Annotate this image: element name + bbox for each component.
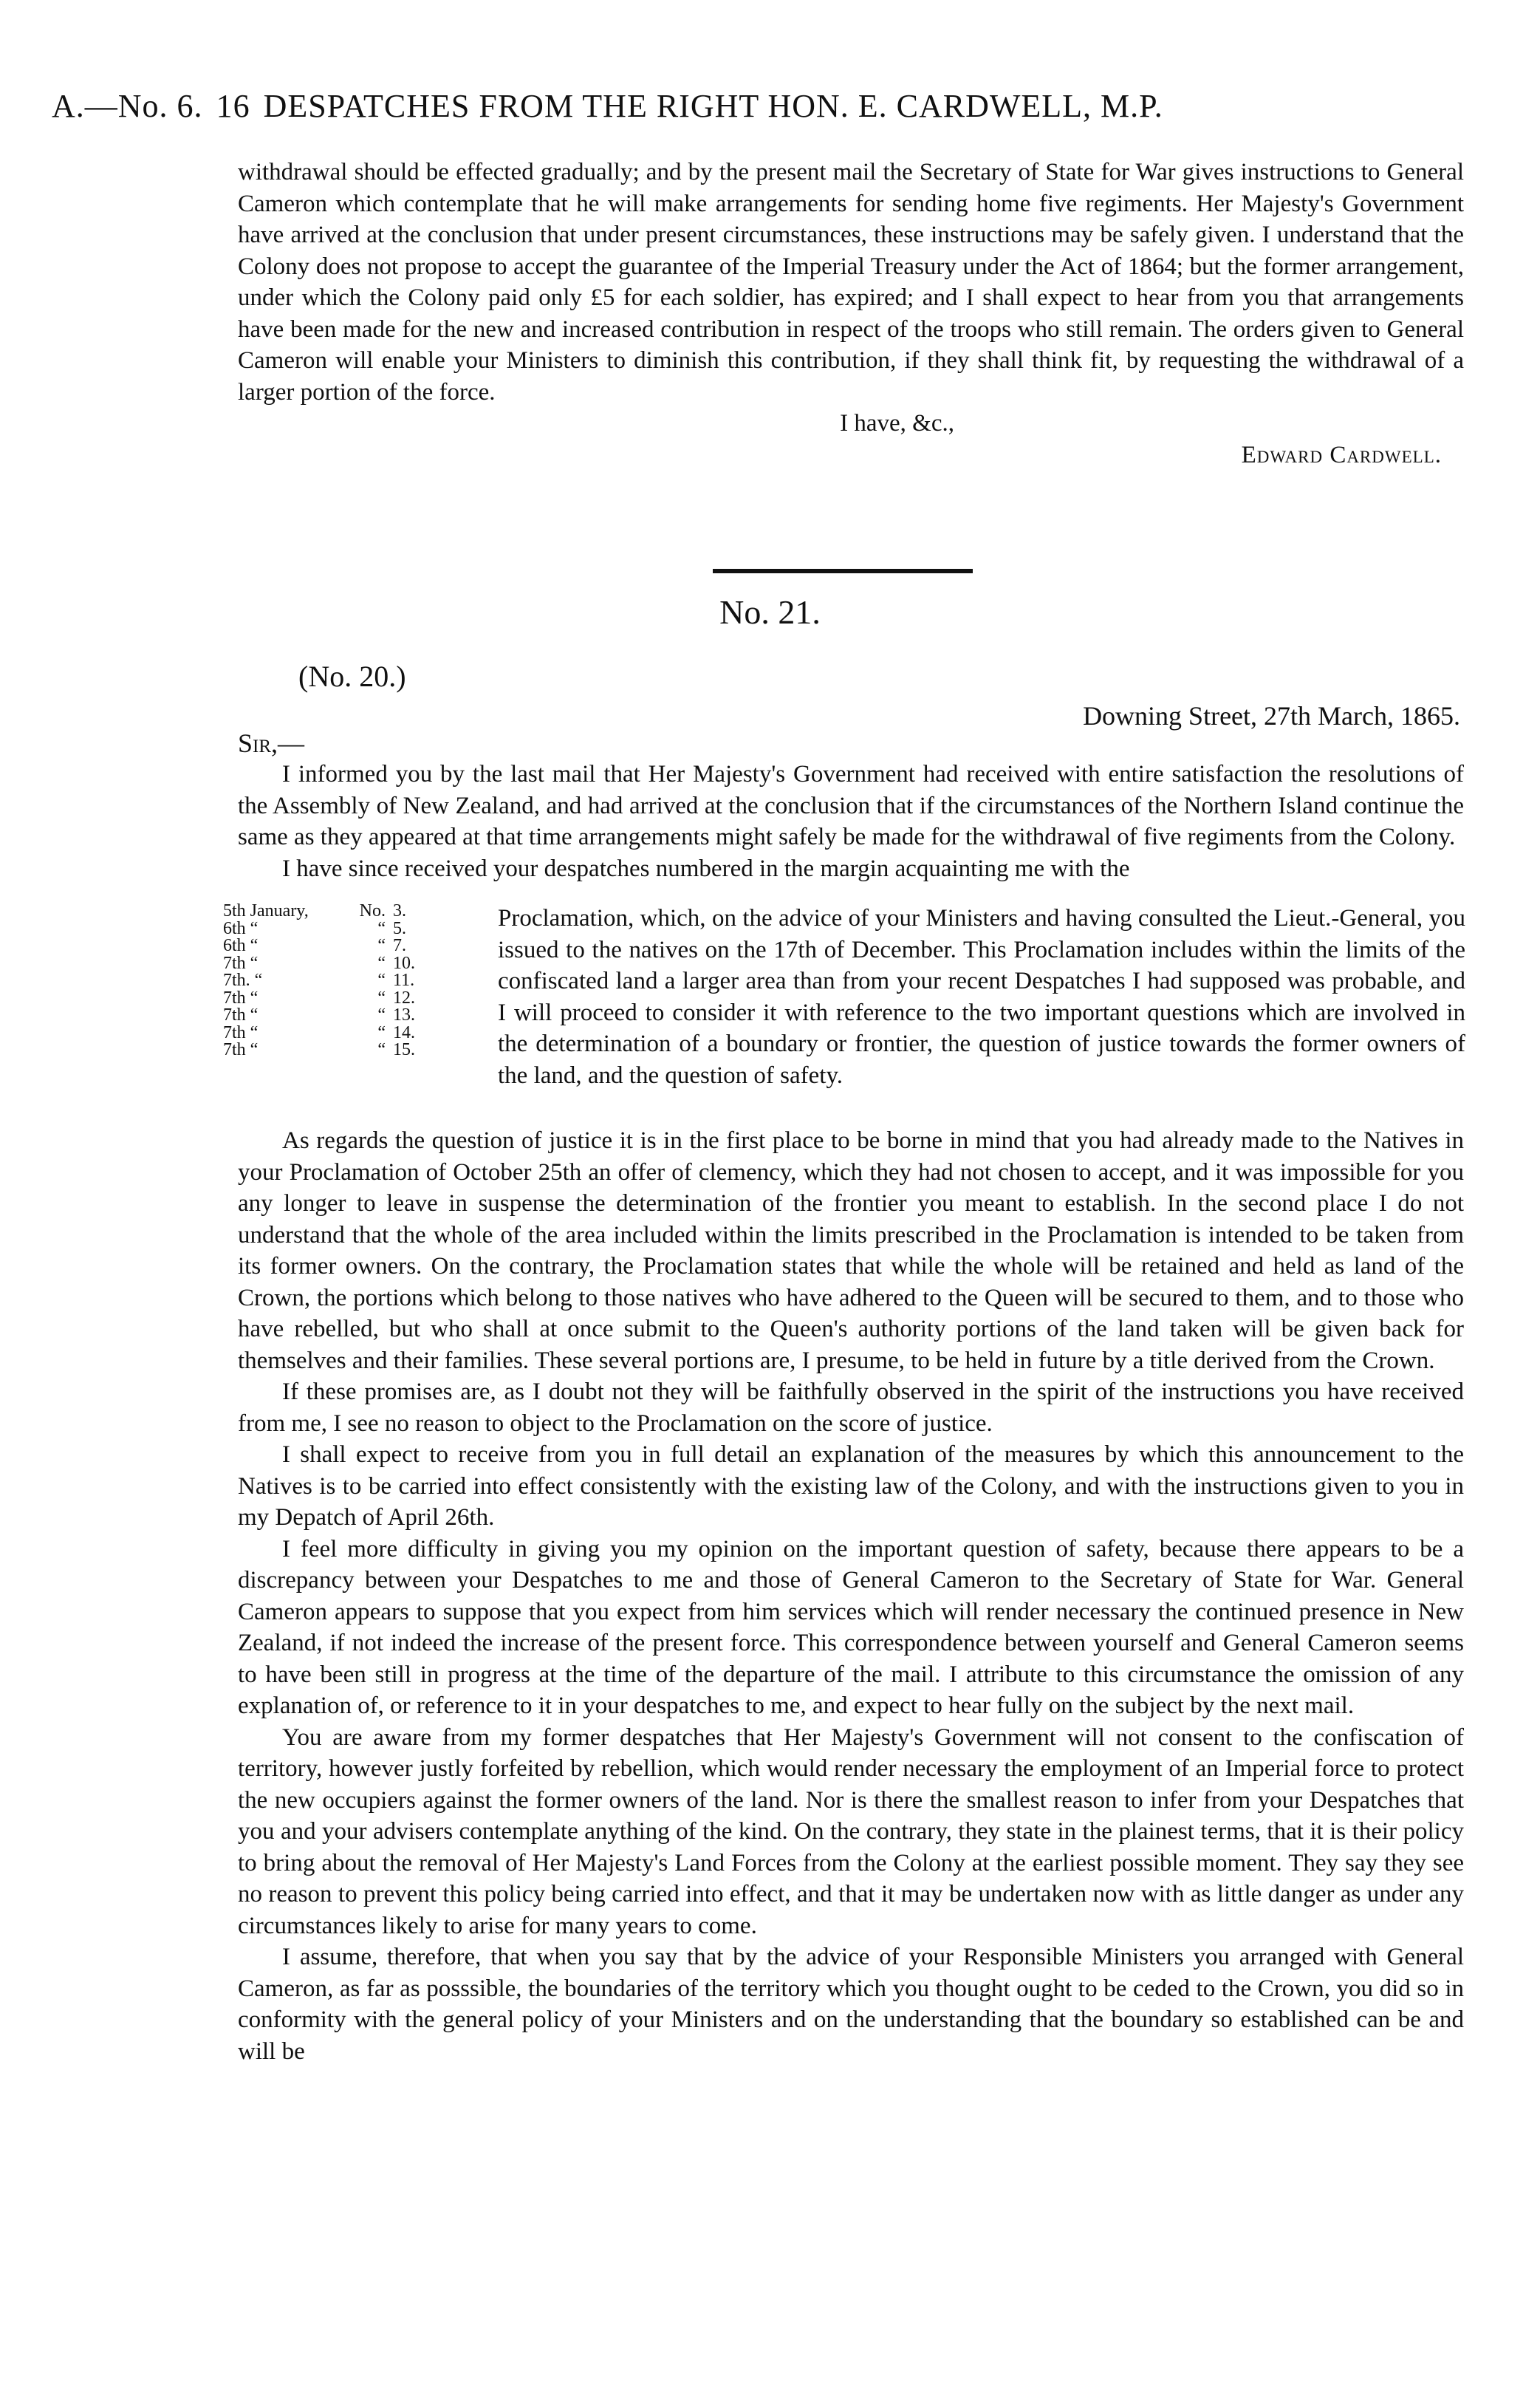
margin-note-date: 7th “ <box>223 1040 259 1059</box>
closing-phrase: I have, &c., <box>840 410 954 437</box>
margin-note <box>223 1022 498 1042</box>
margin-note-date: 5th January, <box>223 901 309 920</box>
margin-note-number: 5. <box>393 918 406 938</box>
margin-note <box>223 903 498 920</box>
section-divider <box>713 569 973 573</box>
paragraph-6: I feel more difficulty in giving you my opinion on the important question of safety, because there appears to be a discrepancy between your Despatches to me and those of General Cameron to the Secretary of State for War. General Cameron appears to suppose that you expect from him services which will render necessary the continued presence in New Zealand, if not indeed the increase of the present force. This correspondence between yourself and General Cameron seems to have been still in progress at the time of the departure of the mail. I attribute to this circumstance the omission of any explanation of, or reference to it in your despatches to me, and expect to hear fully on the subject by the next mail. <box>238 1535 1464 1719</box>
margin-note-date: 7th “ <box>223 953 259 973</box>
margin-notes <box>223 903 498 1059</box>
page-number: 16 <box>216 88 250 124</box>
margin-note-label: No. <box>359 901 386 920</box>
margin-note-number: 12. <box>393 988 415 1008</box>
paragraph-8: I assume, therefore, that when you say that by the advice of your Responsible Ministers you arranged with General Cameron, as far as posssible, the boundaries of the territory which you thought ought to be ceded to the Crown, you did so in conformity with the general policy of your Ministers and on the understanding that the boundary so established can be and will be <box>238 1944 1464 2065</box>
main-text-block <box>238 1125 1464 2067</box>
margin-note-date: 7th. “ <box>223 971 263 990</box>
margin-note <box>223 990 498 1008</box>
margin-note-label: “ <box>377 918 386 938</box>
margin-note <box>223 1007 498 1025</box>
running-title: DESPATCHES FROM THE RIGHT HON. E. CARDWELL, M.P. <box>263 88 1163 124</box>
margin-note-date: 6th “ <box>223 918 259 938</box>
despatch-number: No. 21. <box>719 593 821 631</box>
margin-note-label: “ <box>377 971 386 990</box>
previous-despatch-paragraph: withdrawal should be effected gradually; and by the present mail the Secretary of State for War gives instructions to General Cameron which contemplate that he will make arrangements for sending home five regiments. Her Majesty's Government have arrived at the conclusion that under present circumstances, these instructions may be safely given. I understand that the Colony does not propose to accept the guarantee of the Imperial Treasury under the Act of 1864; but the former arrangement, under which the Colony paid only £5 for each soldier, has expired; and I shall expect to hear from you that arrangements have been made for the new and increased contribution in respect of the troops who still remain. The orders given to General Cameron will enable your Ministers to diminish this contribution, if they shall think fit, by requesting the withdrawal of a larger portion of the force. <box>238 159 1464 406</box>
paragraph-1: I informed you by the last mail that Her Majesty's Government had received with entire satisfaction the resolutions of the Assembly of New Zealand, and had arrived at the conclusion that if the circumstances of the Northern Island continue the same as they appeared at that time arrangements might safely be made for the withdrawal of five regiments from the Colony. <box>238 761 1464 850</box>
margin-note-number: 14. <box>393 1022 415 1042</box>
dateline: Downing Street, 27th March, 1865. <box>1083 701 1460 731</box>
margin-note-number: 11. <box>393 971 415 990</box>
previous-despatch-block <box>238 157 1464 471</box>
margin-note-label: “ <box>377 1040 386 1059</box>
margin-note-number: 13. <box>393 1005 415 1025</box>
opening-block <box>238 759 1464 884</box>
signature: Edward Cardwell. <box>1241 441 1442 468</box>
margin-note-number: 15. <box>393 1040 415 1059</box>
paragraph-7: You are aware from my former despatches that Her Majesty's Government will not consent to the confiscation of territory, however justly forfeited by rebellion, which would render necessary the employment of an Imperial force to protect the new occupiers against the former owners of the land. Nor is there the smallest reason to infer from your Despatches that you and your advisers contemplate anything of the kind. On the contrary, they state in the plainest terms, that it is their policy to bring about the removal of Her Majesty's Land Forces from the Colony at the earliest possible moment. They say they see no reason to prevent this policy being carried into effect, and that it may be undertaken now with as little danger as under any circumstances likely to arise for many years to come. <box>238 1724 1464 1939</box>
paragraph-3: As regards the question of justice it is in the first place to be borne in mind that you had already made to the Natives in your Proclamation of October 25th an offer of clemency, which they had not chosen to accept, and it was impossible for you any longer to leave in suspense the determination of the frontier you meant to establish. In the second place I do not understand that the whole of the area included within the limits prescribed in the Proclamation is intended to be taken from its former owners. On the contrary, the Proclamation states that while the whole will be retained and held as land of the Crown, the portions which belong to those natives who have adhered to the Queen will be secured to them, and to those who have rebelled, but who shall at once submit to the Queen's authority portions of the land taken will be given back for themselves and their families. These several portions are, I presume, to be held in future by a title derived from the Crown. <box>238 1127 1464 1374</box>
margin-note-label: “ <box>377 988 386 1008</box>
margin-note-date: 7th “ <box>223 1022 259 1042</box>
margin-note <box>223 972 498 990</box>
margin-note-date: 6th “ <box>223 936 259 955</box>
margin-note-label: “ <box>377 936 386 955</box>
margin-note-label: “ <box>377 953 386 973</box>
margin-note <box>223 920 498 938</box>
margin-note <box>223 955 498 973</box>
salutation: Sir,— <box>238 728 305 758</box>
margin-note-number: 3. <box>393 901 406 920</box>
paragraph-2-intro: I have since received your despatches numbered in the margin acquainting me with the <box>282 855 1130 882</box>
paragraph-2-body: Proclamation, which, on the advice of your Ministers and having consulted the Lieut.-General, you issued to the natives on the 17th of December. This Proclamation includes within the limits of the confiscated land a larger area than from your recent Despatches I had supposed was probable, and I will proceed to consider it with reference to the two important questions which are involved in the determination of a boundary or frontier, the question of justice towards the former owners of the land, and the question of safety. <box>498 905 1465 1089</box>
series-reference: A.—No. 6. <box>52 88 203 124</box>
margin-note-date: 7th “ <box>223 1005 259 1025</box>
margin-note-label: “ <box>377 1022 386 1042</box>
paragraph-4: If these promises are, as I doubt not they will be faithfully observed in the spirit of the instructions you have received from me, I see no reason to object to the Proclamation on the score of justice. <box>238 1379 1464 1437</box>
margin-note-label: “ <box>377 1005 386 1025</box>
margin-note <box>223 937 498 955</box>
running-head <box>52 87 1499 125</box>
margin-note <box>223 1042 498 1059</box>
margin-note-date: 7th “ <box>223 988 259 1008</box>
margin-note-number: 7. <box>393 936 406 955</box>
margin-note-number: 10. <box>393 953 415 973</box>
paragraph-5: I shall expect to receive from you in full detail an explanation of the measures by which this announcement to the Natives is to be carried into effect consistently with the existing law of the Colony, and with the instructions given to you in my Depatch of April 26th. <box>238 1441 1464 1531</box>
despatch-reference: (No. 20.) <box>298 660 406 693</box>
